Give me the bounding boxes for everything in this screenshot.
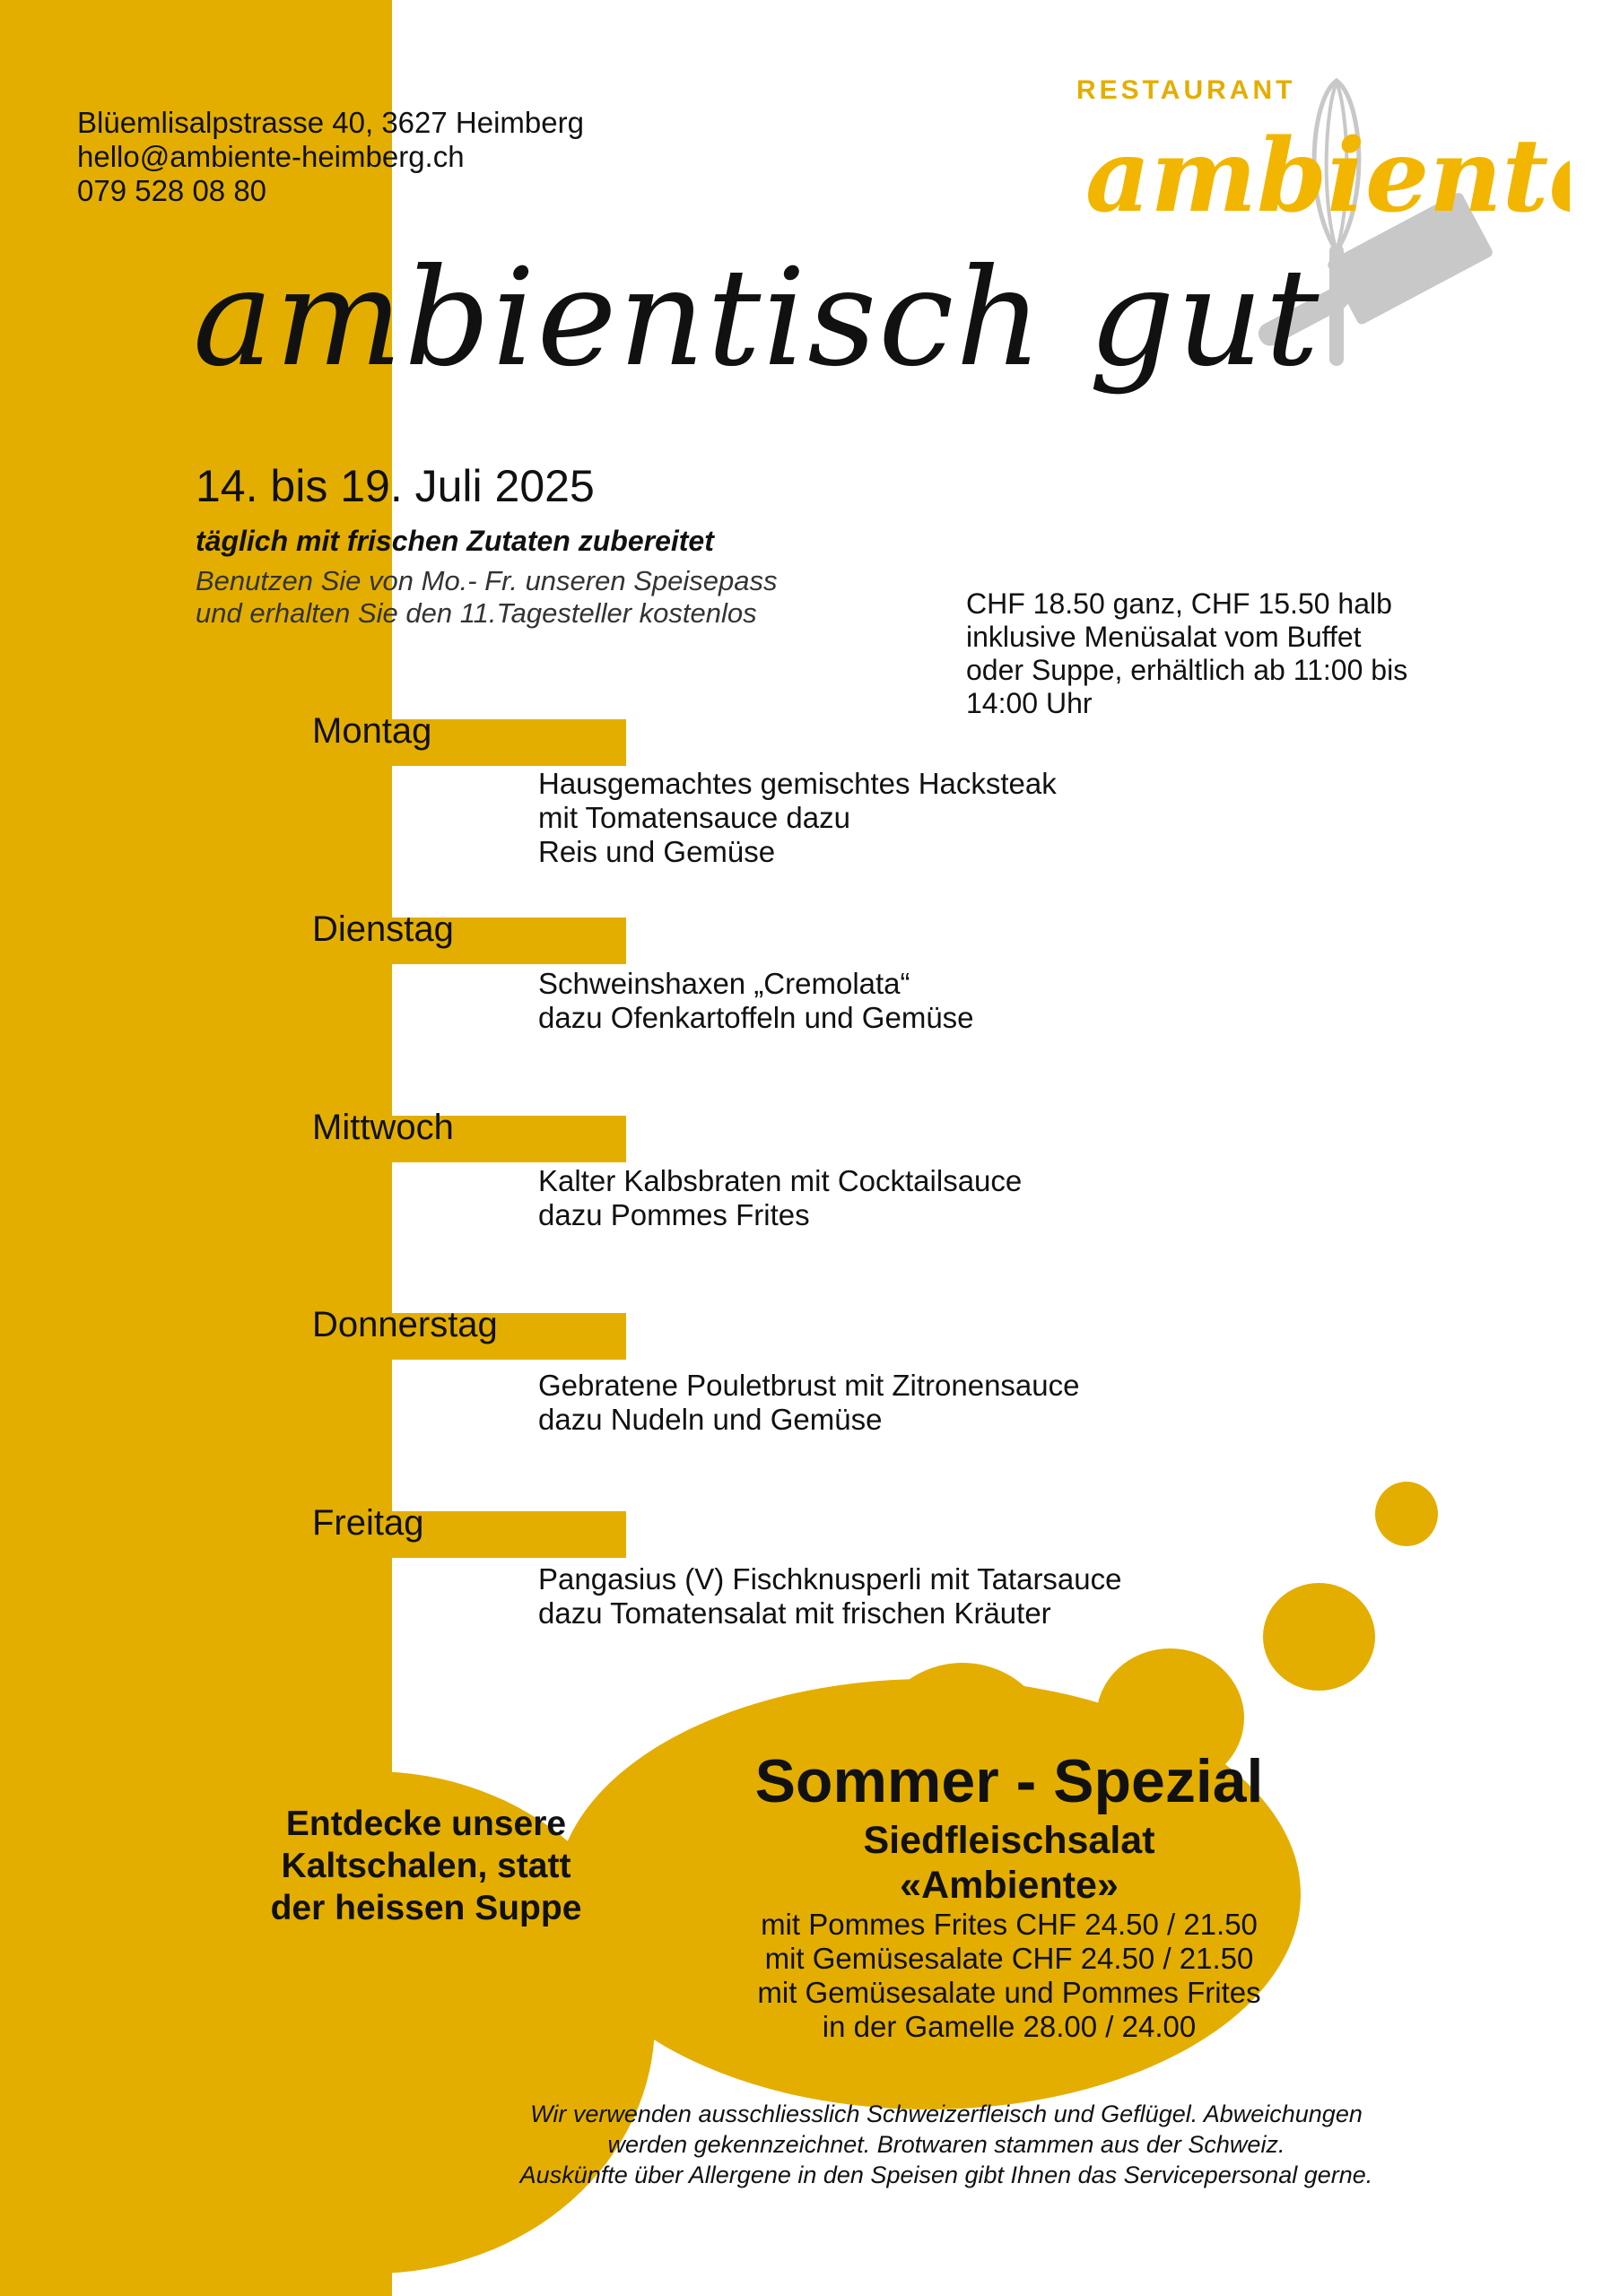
dish-line: Pangasius (V) Fischknusperli mit Tatarsauce — [538, 1562, 1122, 1596]
dish-line: Reis und Gemüse — [538, 835, 776, 868]
day-label-monday: Montag — [312, 711, 432, 751]
phone[interactable]: 079 528 08 80 — [77, 174, 267, 207]
dish-line: Hausgemachtes gemischtes Hacksteak — [538, 767, 1057, 800]
price-info — [966, 587, 1504, 720]
kaltschalen-promo — [215, 1803, 637, 1929]
dish-friday — [538, 1562, 1122, 1631]
spezial-dish-name: «Ambiente» — [900, 1864, 1119, 1907]
dish-line: Schweinshaxen „Cremolata“ — [538, 967, 910, 1000]
spezial-option: mit Gemüsesalate CHF 24.50 / 21.50 — [764, 1942, 1254, 1975]
dish-line: dazu Pommes Frites — [538, 1198, 810, 1231]
sommer-spezial — [709, 1744, 1310, 2044]
footer-line-3: Auskünfte über Allergene in den Speisen gibt Ihnen das Servicepersonal gerne. — [519, 2161, 1373, 2188]
price-line-4: 14:00 Uhr — [966, 687, 1093, 719]
logo-label: RESTAURANT — [1076, 75, 1296, 105]
pass-line-2: und erhalten Sie den 11.Tagesteller kostenlos — [196, 597, 757, 629]
date-range: 14. bis 19. Juli 2025 — [196, 461, 595, 511]
dish-line: dazu Ofenkartoffeln und Gemüse — [538, 1001, 974, 1034]
decor-circle-4 — [1375, 1482, 1438, 1546]
footer-note — [395, 2099, 1498, 2190]
price-line-3: oder Suppe, erhältlich ab 11:00 bis — [966, 654, 1408, 686]
price-line-2: inklusive Menüsalat vom Buffet — [966, 621, 1362, 653]
kaltschalen-line-3: der heissen Suppe — [270, 1889, 582, 1927]
footer-line-2: werden gekennzeichnet. Brotwaren stammen aus der Schweiz. — [607, 2131, 1285, 2158]
footer-line-1: Wir verwenden ausschliesslich Schweizerfleisch und Geflügel. Abweichungen — [530, 2100, 1363, 2127]
spezial-option: in der Gamelle 28.00 / 24.00 — [822, 2010, 1197, 2043]
speisepass-info — [196, 565, 777, 630]
decor-circle-3 — [1263, 1583, 1375, 1691]
day-label-thursday: Donnerstag — [312, 1305, 498, 1344]
kaltschalen-line-2: Kaltschalen, statt — [281, 1847, 571, 1885]
contact-block — [77, 106, 584, 208]
spezial-option: mit Pommes Frites CHF 24.50 / 21.50 — [761, 1908, 1258, 1941]
day-label-tuesday: Dienstag — [312, 909, 454, 949]
dish-line: mit Tomatensauce dazu — [538, 801, 850, 834]
dish-wednesday — [538, 1164, 1022, 1232]
day-label-wednesday: Mittwoch — [312, 1108, 454, 1147]
dish-line: dazu Nudeln und Gemüse — [538, 1403, 883, 1436]
dish-thursday — [538, 1369, 1080, 1437]
page-title: ambientisch gut — [193, 240, 1321, 396]
dish-line: Gebratene Pouletbrust mit Zitronensauce — [538, 1369, 1080, 1402]
pass-line-1: Benutzen Sie von Mo.- Fr. unseren Speisepass — [196, 565, 778, 596]
spezial-title: Sommer - Spezial — [754, 1747, 1264, 1815]
kaltschalen-line-1: Entdecke unsere — [285, 1805, 567, 1843]
dish-tuesday — [538, 967, 974, 1035]
spezial-dish: Siedfleischsalat — [863, 1819, 1155, 1862]
dish-line: Kalter Kalbsbraten mit Cocktailsauce — [538, 1164, 1023, 1197]
price-line-1: CHF 18.50 ganz, CHF 15.50 halb — [966, 587, 1392, 620]
dish-monday — [538, 767, 1057, 869]
day-label-friday: Freitag — [312, 1503, 424, 1543]
tagline: täglich mit frischen Zutaten zubereitet — [196, 525, 714, 557]
dish-line: dazu Tomatensalat mit frischen Kräuter — [538, 1596, 1051, 1630]
logo-name: ambiente — [1085, 117, 1570, 235]
spezial-option: mit Gemüsesalate und Pommes Frites — [757, 1976, 1261, 2009]
address: Blüemlisalpstrasse 40, 3627 Heimberg — [77, 106, 584, 139]
email[interactable]: hello@ambiente-heimberg.ch — [77, 140, 465, 173]
